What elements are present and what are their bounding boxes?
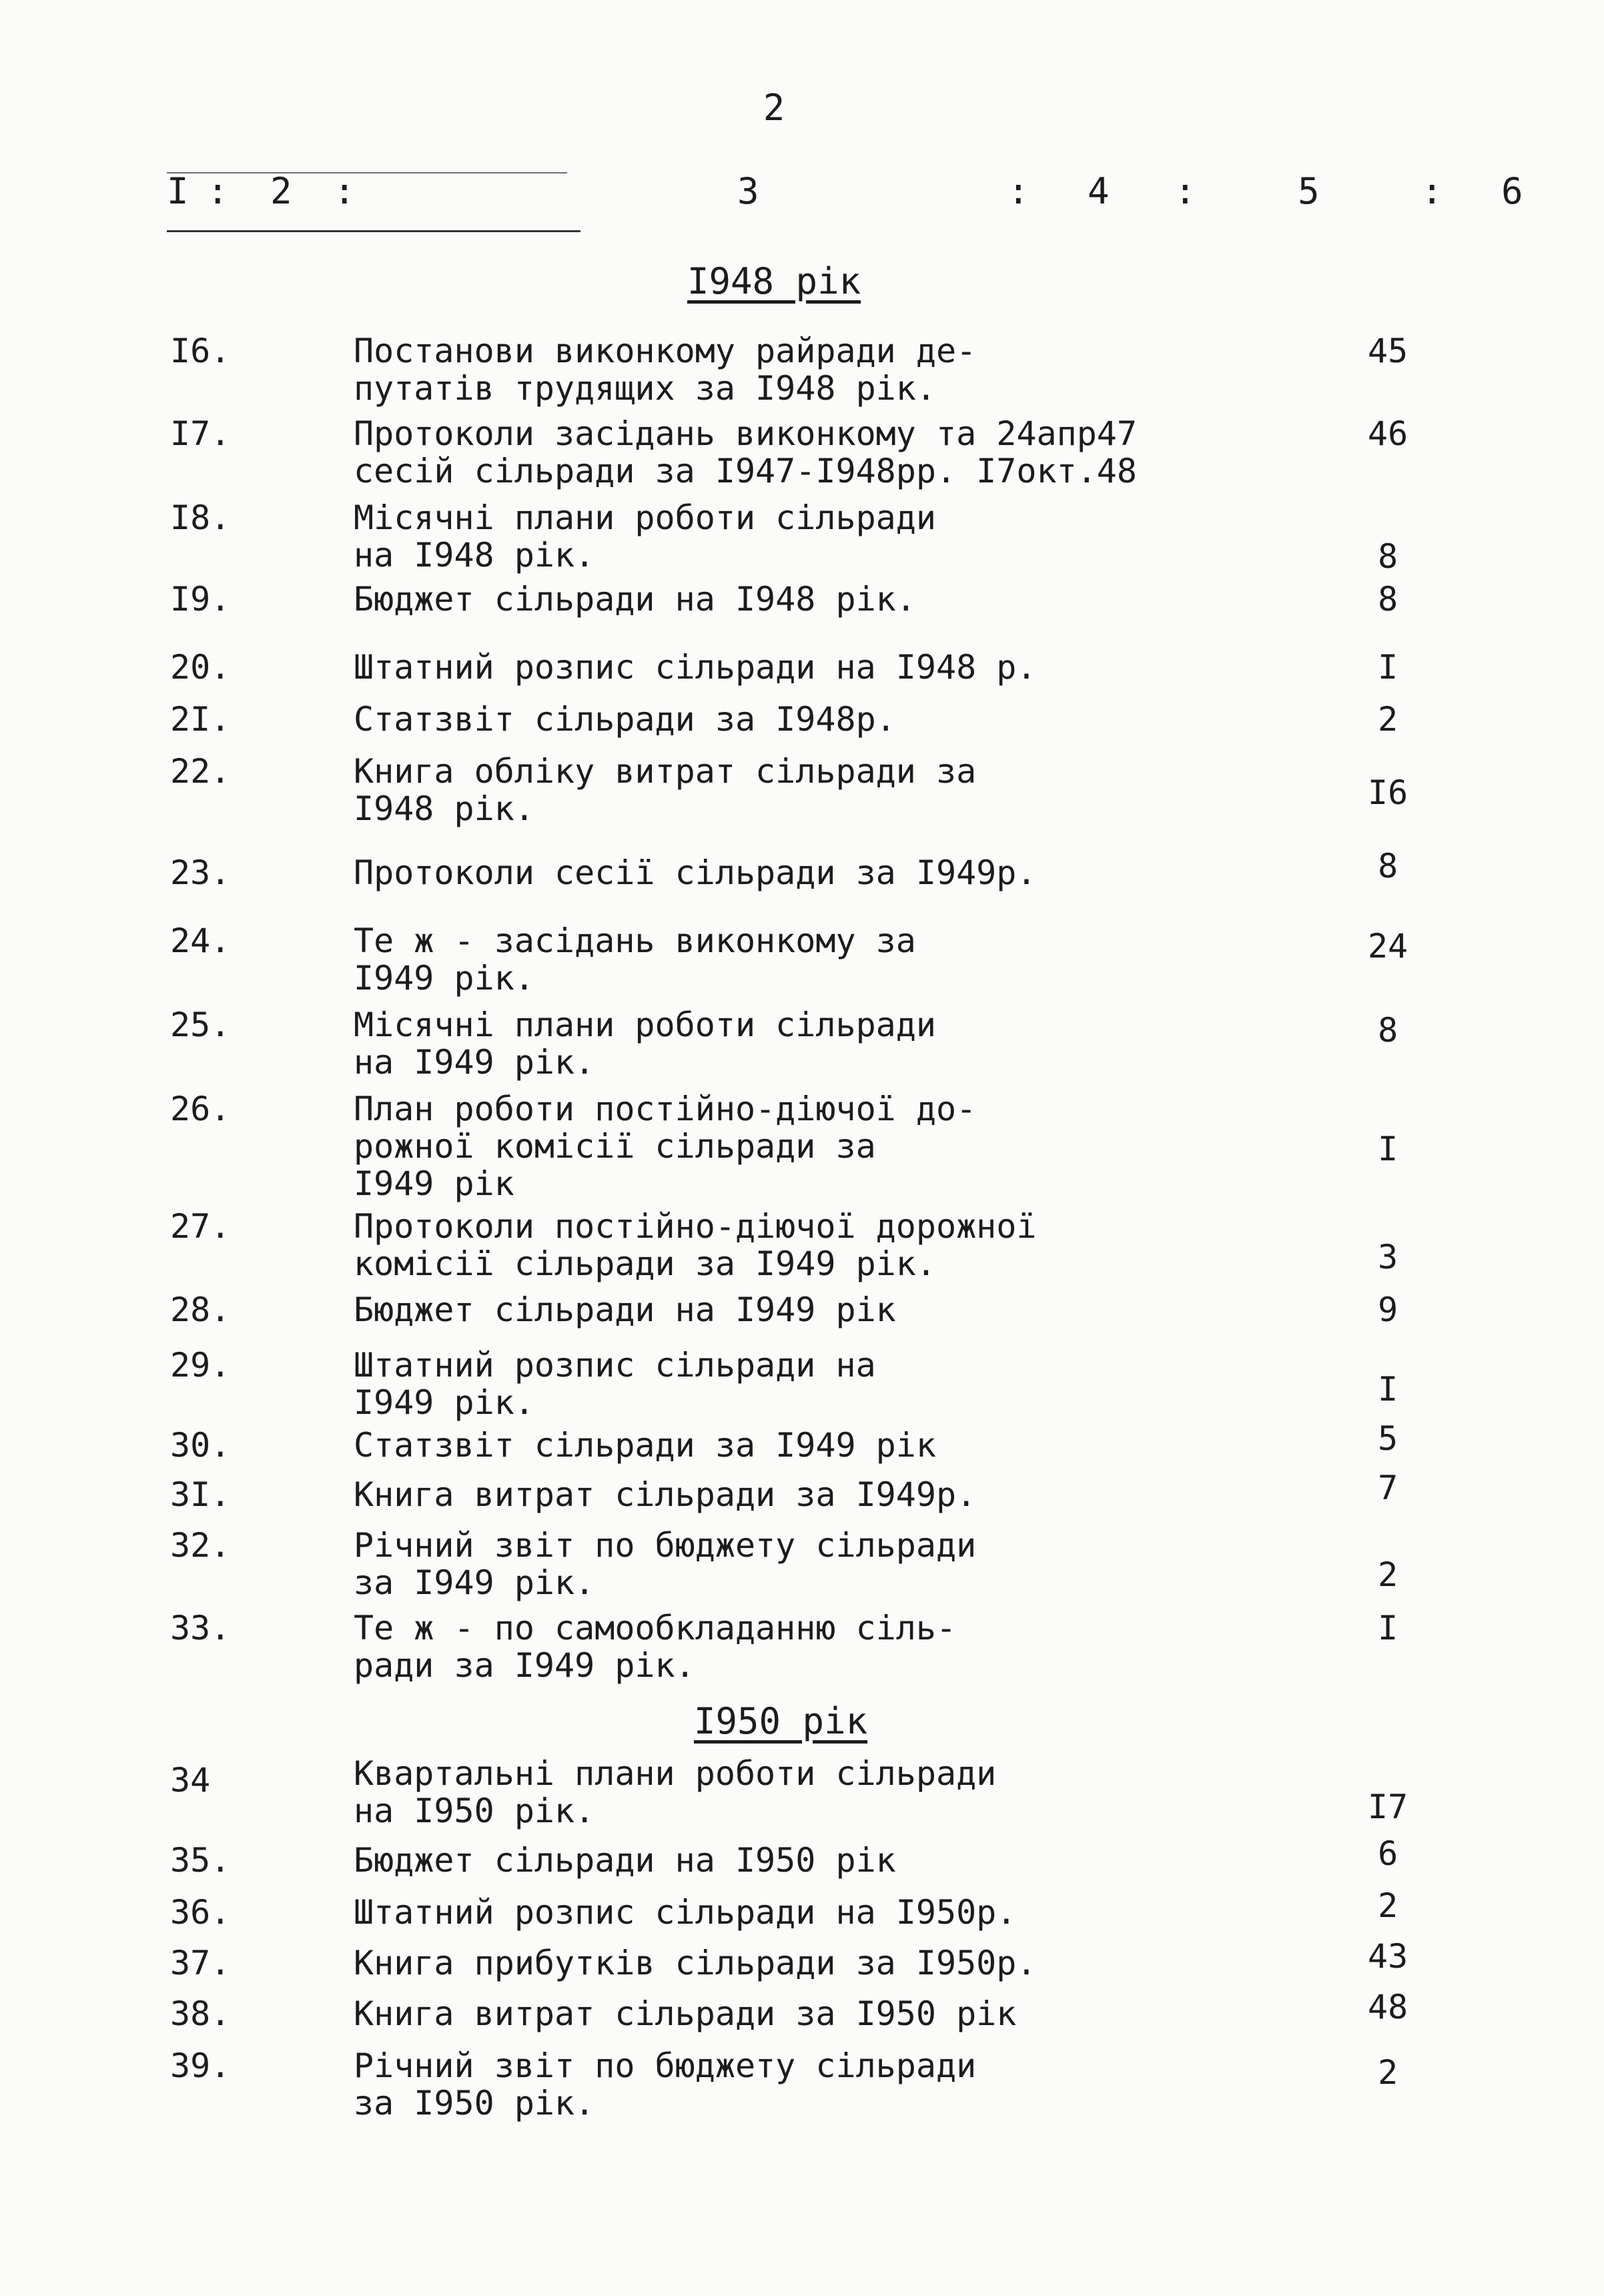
item-number: 38. [170,1994,231,2033]
item-count: I [1377,1130,1398,1168]
header-rule-bottom [167,230,580,232]
column-header-5: 5 [1298,170,1320,212]
item-count: I7 [1367,1788,1409,1826]
item-number: 22. [170,752,231,791]
item-title: Книга обліку витрат сільради за I948 рік. [354,752,977,828]
column-header-4: 4 [1088,170,1110,212]
item-title: Річний звіт по бюджету сільради за I949 рік. [354,1526,977,1602]
column-separator: : [207,170,229,212]
item-title: Те ж - засідань виконкому за I949 рік. [354,921,916,998]
item-number: 32. [170,1526,231,1565]
page-number: 2 [763,87,785,129]
item-number: 36. [170,1893,231,1932]
item-title: Протоколи постійно-діючої дорожної комісії сільради за I949 рік. [354,1207,1037,1283]
item-number: 24. [170,921,231,960]
item-title: Книга витрат сільради за I949р. [354,1475,977,1514]
column-separator: : [1174,170,1196,212]
item-title: Квартальні плани роботи сільради на I950 рік. [354,1754,997,1830]
item-title: Бюджет сільради на I948 рік. [354,580,916,619]
item-number: 3I. [170,1475,231,1514]
item-count: 8 [1377,580,1398,619]
item-number: 2I. [170,700,231,739]
item-number: 20. [170,648,231,687]
item-title: Книга витрат сільради за I950 рік [354,1994,1017,2033]
column-header-1: I [167,170,189,212]
item-title: Те ж - по самообкладанню сіль- ради за I949 рік. [354,1609,957,1685]
item-number: 25. [170,1006,231,1044]
item-number: 30. [170,1426,231,1465]
item-count: I6 [1367,773,1409,812]
item-title: Штатний розпис сільради на I948 р. [354,648,1037,687]
column-separator: : [1421,170,1443,212]
item-count: 8 [1377,847,1398,885]
item-count: 6 [1377,1834,1398,1873]
item-number: 23. [170,853,231,892]
item-count: 2 [1377,1886,1398,1925]
item-title: Статзвіт сільради за I949 рік [354,1426,936,1465]
item-number: 39. [170,2046,231,2085]
item-title: Штатний розпис сільради на I950р. [354,1893,1017,1932]
item-count: 7 [1377,1469,1398,1507]
item-count: 2 [1377,2053,1398,2092]
item-title: Штатний розпис сільради на I949 рік. [354,1346,876,1422]
item-number: I9. [170,580,231,619]
item-title: Книга прибутків сільради за I950р. [354,1944,1037,1982]
item-count: I [1377,1370,1398,1409]
column-header-2: 2 [270,170,292,212]
item-title: Бюджет сільради на I950 рік [354,1841,896,1880]
section-year-heading: I950 рік [694,1700,868,1742]
item-title: Річний звіт по бюджету сільради за I950 рік. [354,2046,977,2123]
item-title: Бюджет сільради на I949 рік [354,1290,896,1329]
item-count: 43 [1367,1937,1409,1976]
column-separator: : [1008,170,1030,212]
item-count: 9 [1377,1290,1398,1329]
item-count: 48 [1367,1988,1409,2026]
item-title: Постанови виконкому райради де- путатів трудящих за I948 рік. [354,332,977,408]
item-title: Місячні плани роботи сільради на I948 рік. [354,498,936,575]
item-number: I7. [170,414,231,453]
column-header-3: 3 [737,170,759,212]
item-count: 46 [1367,414,1409,453]
item-count: I [1377,1609,1398,1647]
item-number: I6. [170,332,231,370]
item-count: 3 [1377,1238,1398,1276]
item-number: 29. [170,1346,231,1385]
item-number: 27. [170,1207,231,1246]
item-count: 2 [1377,1555,1398,1594]
item-number: 28. [170,1290,231,1329]
item-count: 2 [1377,700,1398,739]
item-title: Місячні плани роботи сільради на I949 рік. [354,1006,936,1082]
item-count: 24 [1367,927,1409,966]
item-count: 8 [1377,1011,1398,1050]
item-number: 33. [170,1609,231,1647]
section-year-heading: I948 рік [687,260,861,302]
item-number: I8. [170,498,231,537]
item-number: 34 [170,1761,211,1800]
column-separator: : [334,170,356,212]
item-title: Статзвіт сільради за I948р. [354,700,896,739]
item-count: I [1377,648,1398,687]
item-title: Протоколи засідань виконкому та 24апр47 сесій сільради за I947-I948рр. I7окт.48 [354,414,1137,490]
item-count: 45 [1367,332,1409,370]
item-number: 37. [170,1944,231,1982]
item-number: 26. [170,1090,231,1128]
item-title: Протоколи сесії сільради за I949р. [354,853,1037,892]
item-count: 8 [1377,537,1398,576]
item-title: План роботи постійно-діючої до- рожної комісії сільради за I949 рік [354,1090,977,1203]
column-header-6: 6 [1501,170,1523,212]
item-number: 35. [170,1841,231,1880]
item-count: 5 [1377,1419,1398,1458]
